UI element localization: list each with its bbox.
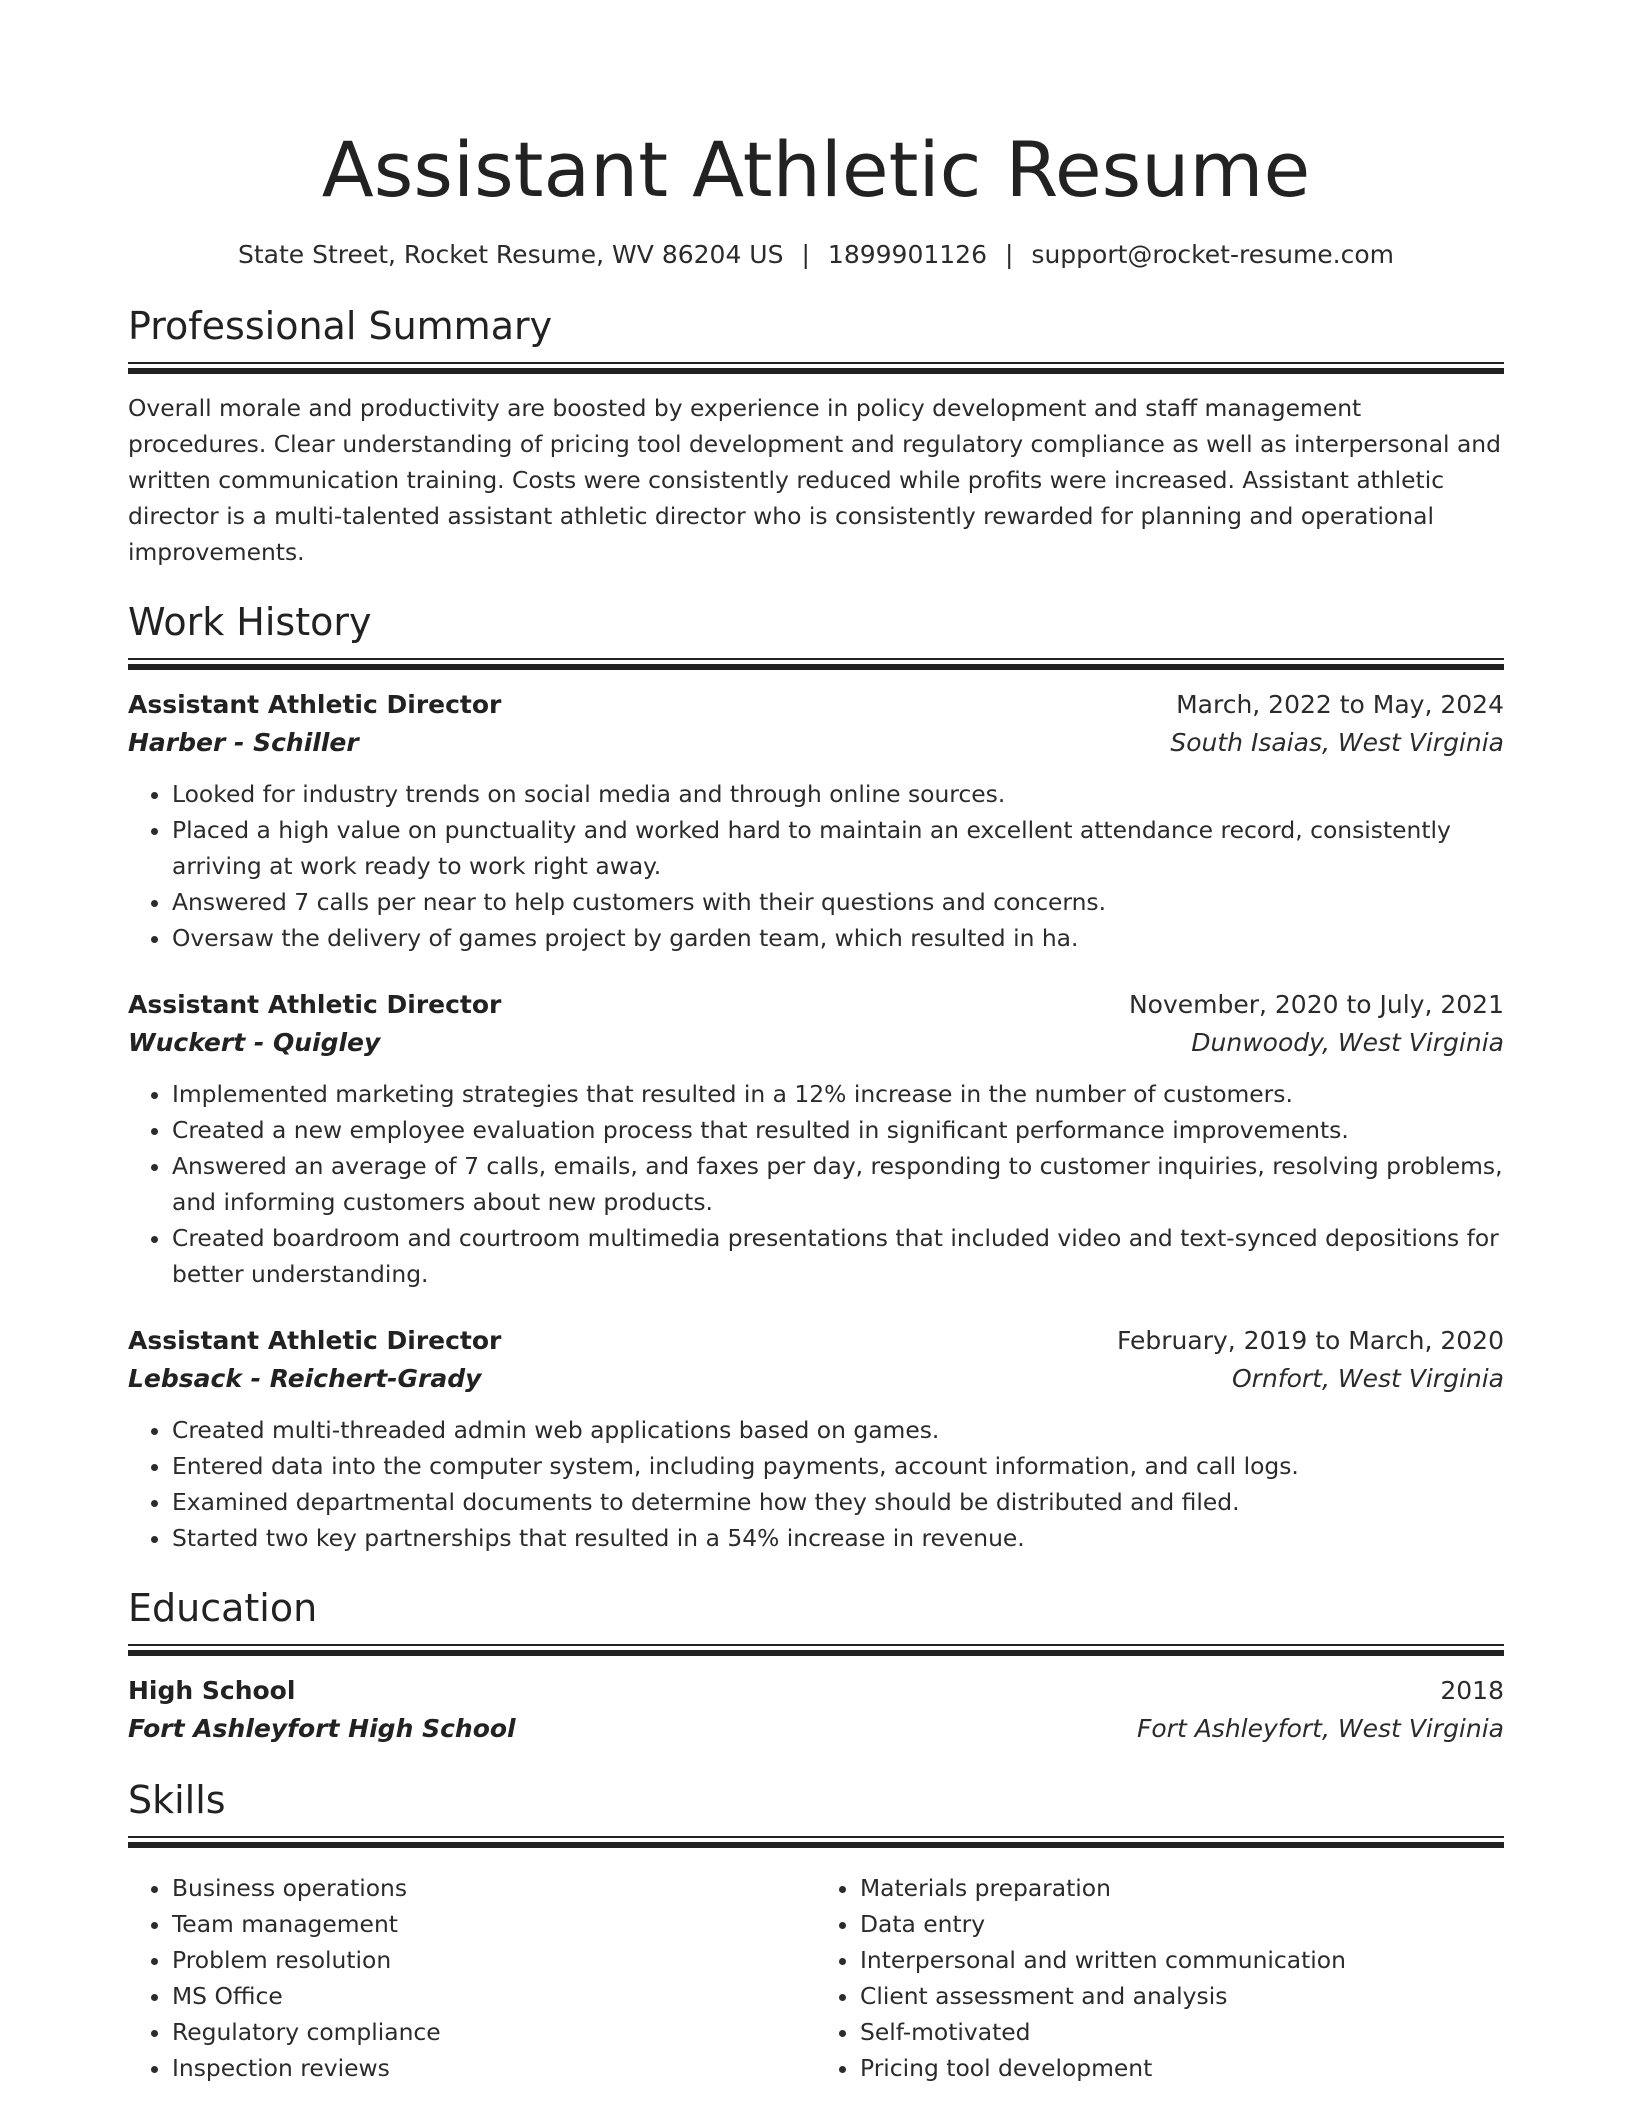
job-bullet: • Created a new employee evaluation process that resulted in significant performance improvements. bbox=[172, 1112, 1504, 1148]
job-bullet: • Placed a high value on punctuality and worked hard to maintain an excellent attendance record, consistently arriving at work ready to work right away. bbox=[172, 812, 1504, 884]
job-role: Assistant Athletic Director bbox=[128, 990, 502, 1019]
summary-section bbox=[128, 302, 1504, 570]
job-role: Assistant Athletic Director bbox=[128, 690, 502, 719]
job-location: South Isaias, West Virginia bbox=[1170, 728, 1504, 757]
job-bullet: • Started two key partnerships that resulted in a 54% increase in revenue. bbox=[172, 1520, 1504, 1556]
skill-item: • Business operations bbox=[172, 1870, 816, 1906]
job-bullet: • Looked for industry trends on social media and through online sources. bbox=[172, 776, 1504, 812]
skills-list bbox=[128, 1870, 816, 2086]
job-company: Lebsack - Reichert-Grady bbox=[128, 1364, 482, 1393]
job-location: Dunwoody, West Virginia bbox=[1191, 1028, 1504, 1057]
job-bullet: • Entered data into the computer system, including payments, account information, and call logs. bbox=[172, 1448, 1504, 1484]
job-bullet: • Created multi-threaded admin web applications based on games. bbox=[172, 1412, 1504, 1448]
job-bullets bbox=[128, 1412, 1504, 1556]
skill-item: • Client assessment and analysis bbox=[860, 1978, 1504, 2014]
contact-line bbox=[128, 238, 1504, 272]
job-dates: February, 2019 to March, 2020 bbox=[1116, 1326, 1504, 1355]
skill-item: • Interpersonal and written communication bbox=[860, 1942, 1504, 1978]
education-location: Fort Ashleyfort, West Virginia bbox=[1137, 1714, 1504, 1743]
skills-list bbox=[816, 1870, 1504, 2086]
education-header-row bbox=[128, 1672, 1504, 1710]
skill-item: • Pricing tool development bbox=[860, 2050, 1504, 2086]
skills-column-left bbox=[128, 1864, 816, 2086]
job-entry bbox=[128, 986, 1504, 1292]
job-bullets bbox=[128, 776, 1504, 956]
job-header-row bbox=[128, 986, 1504, 1024]
skill-item: • Team management bbox=[172, 1906, 816, 1942]
education-school: Fort Ashleyfort High School bbox=[128, 1714, 516, 1743]
education-section bbox=[128, 1584, 1504, 1748]
skill-item: • Problem resolution bbox=[172, 1942, 816, 1978]
section-divider bbox=[128, 1836, 1504, 1848]
skill-item: • Self-motivated bbox=[860, 2014, 1504, 2050]
skills-column-right bbox=[816, 1864, 1504, 2086]
education-school-row bbox=[128, 1710, 1504, 1748]
job-bullet: • Oversaw the delivery of games project by garden team, which resulted in ha. bbox=[172, 920, 1504, 956]
contact-email: support@rocket-resume.com bbox=[1031, 240, 1395, 269]
job-company-row bbox=[128, 1024, 1504, 1062]
job-company: Wuckert - Quigley bbox=[128, 1028, 381, 1057]
job-dates: March, 2022 to May, 2024 bbox=[1176, 690, 1504, 719]
job-bullets bbox=[128, 1076, 1504, 1292]
education-degree: High School bbox=[128, 1676, 296, 1705]
work-history-section bbox=[128, 598, 1504, 1556]
job-header-row bbox=[128, 1322, 1504, 1360]
job-bullet: • Created boardroom and courtroom multimedia presentations that included video and text-synced depositions for better understanding. bbox=[172, 1220, 1504, 1292]
section-divider bbox=[128, 1644, 1504, 1656]
job-company: Harber - Schiller bbox=[128, 728, 359, 757]
skills-grid bbox=[128, 1864, 1504, 2086]
skill-item: • MS Office bbox=[172, 1978, 816, 2014]
job-role: Assistant Athletic Director bbox=[128, 1326, 502, 1355]
job-company-row bbox=[128, 1360, 1504, 1398]
job-entry bbox=[128, 686, 1504, 956]
work-history-heading: Work History bbox=[128, 600, 372, 644]
contact-separator: | bbox=[1004, 240, 1014, 269]
summary-heading: Professional Summary bbox=[128, 304, 553, 348]
job-bullet: • Implemented marketing strategies that resulted in a 12% increase in the number of customers. bbox=[172, 1076, 1504, 1112]
section-divider bbox=[128, 658, 1504, 670]
skill-item: • Regulatory compliance bbox=[172, 2014, 816, 2050]
skills-heading: Skills bbox=[128, 1778, 226, 1822]
contact-separator: | bbox=[801, 240, 810, 269]
job-bullet: • Answered 7 calls per near to help customers with their questions and concerns. bbox=[172, 884, 1504, 920]
contact-phone: 1899901126 bbox=[827, 240, 987, 269]
summary-text: Overall morale and productivity are boosted by experience in policy development and staff management procedures. Clear understanding of pricing tool development and regulatory compliance as well as interpersonal and written communication training. Costs were consistently reduced while profits were increased. Assistant athletic director is a multi-talented assistant athletic director who is consistently rewarded for planning and operational improvements. bbox=[128, 394, 1501, 566]
job-dates: November, 2020 to July, 2021 bbox=[1128, 990, 1504, 1019]
job-entry bbox=[128, 1322, 1504, 1556]
job-bullet: • Examined departmental documents to determine how they should be distributed and filed. bbox=[172, 1484, 1504, 1520]
skill-item: • Data entry bbox=[860, 1906, 1504, 1942]
job-header-row bbox=[128, 686, 1504, 724]
contact-address: State Street, Rocket Resume, WV 86204 US bbox=[237, 240, 784, 269]
education-year: 2018 bbox=[1440, 1676, 1504, 1705]
education-heading: Education bbox=[128, 1586, 318, 1630]
resume-title: Assistant Athletic Resume bbox=[321, 125, 1311, 214]
section-divider bbox=[128, 362, 1504, 374]
skill-item: • Materials preparation bbox=[860, 1870, 1504, 1906]
job-bullet: • Answered an average of 7 calls, emails, and faxes per day, responding to customer inquiries, resolving problems, and informing customers about new products. bbox=[172, 1148, 1504, 1220]
skill-item: • Inspection reviews bbox=[172, 2050, 816, 2086]
skills-section bbox=[128, 1776, 1504, 2086]
job-company-row bbox=[128, 724, 1504, 762]
job-location: Ornfort, West Virginia bbox=[1232, 1364, 1504, 1393]
